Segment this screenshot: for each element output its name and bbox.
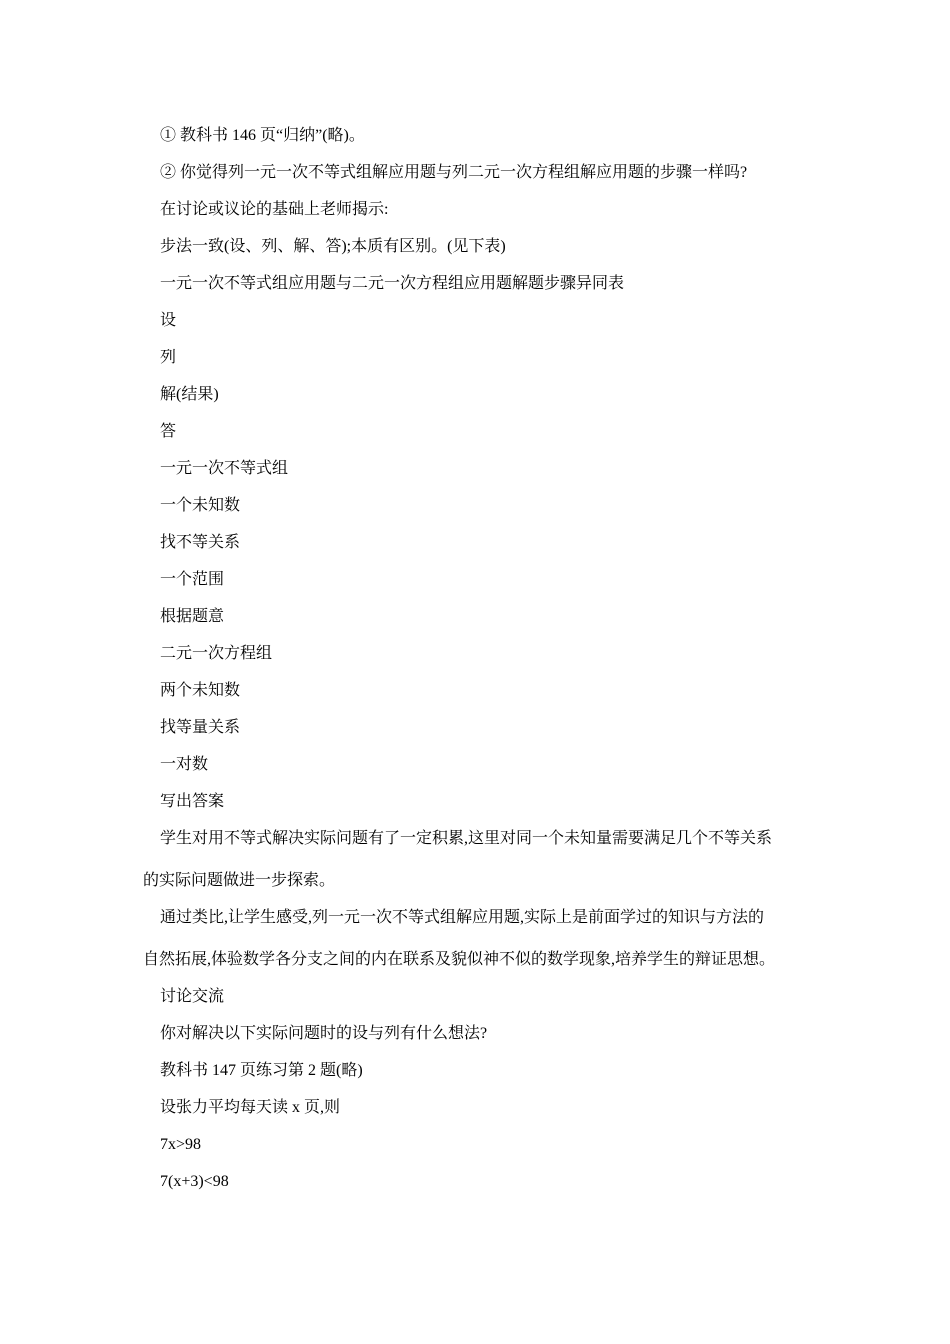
table-header-solve: 解(结果) bbox=[160, 386, 219, 403]
table-cell: 一个未知数 bbox=[160, 497, 241, 514]
text-line-let-x: 设张力平均每天读 x 页,则 bbox=[160, 1099, 341, 1116]
paragraph-1-line-2: 的实际问题做进一步探索。 bbox=[143, 872, 336, 889]
text-line-summary-ref: ① 教科书 146 页“归纳”(略)。 bbox=[160, 127, 365, 144]
table-header-list: 列 bbox=[160, 349, 177, 366]
table-header-set: 设 bbox=[160, 312, 177, 329]
text-line-question: ② 你觉得列一元一次不等式组解应用题与列二元一次方程组解应用题的步骤一样吗? bbox=[160, 164, 748, 181]
paragraph-2-line-2: 自然拓展,体验数学各分支之间的内在联系及貌似神不似的数学现象,培养学生的辩证思想。 bbox=[143, 951, 776, 968]
paragraph-1-line-1: 学生对用不等式解决实际问题有了一定积累,这里对同一个未知量需要满足几个不等关系 bbox=[160, 830, 773, 847]
inequality-2: 7(x+3)<98 bbox=[160, 1173, 229, 1190]
text-line-steps: 步法一致(设、列、解、答);本质有区别。(见下表) bbox=[160, 238, 506, 255]
table-row-label-inequality: 一元一次不等式组 bbox=[160, 460, 289, 477]
paragraph-2-line-1: 通过类比,让学生感受,列一元一次不等式组解应用题,实际上是前面学过的知识与方法的 bbox=[160, 909, 765, 926]
table-cell: 根据题意 bbox=[160, 608, 225, 625]
table-cell: 两个未知数 bbox=[160, 682, 241, 699]
table-cell: 找不等关系 bbox=[160, 534, 241, 551]
table-cell: 一个范围 bbox=[160, 571, 225, 588]
inequality-1: 7x>98 bbox=[160, 1136, 202, 1153]
table-cell: 找等量关系 bbox=[160, 719, 241, 736]
text-line-discussion: 讨论交流 bbox=[160, 988, 225, 1005]
table-cell: 写出答案 bbox=[160, 793, 225, 810]
text-line-teacher-reveal: 在讨论或议论的基础上老师揭示: bbox=[160, 201, 389, 218]
text-line-prompt: 你对解决以下实际问题时的设与列有什么想法? bbox=[160, 1025, 488, 1042]
table-header-answer: 答 bbox=[160, 423, 177, 440]
text-line-exercise-ref: 教科书 147 页练习第 2 题(略) bbox=[160, 1062, 363, 1079]
table-title: 一元一次不等式组应用题与二元一次方程组应用题解题步骤异同表 bbox=[160, 275, 625, 292]
table-cell: 一对数 bbox=[160, 756, 209, 773]
table-row-label-equation: 二元一次方程组 bbox=[160, 645, 273, 662]
